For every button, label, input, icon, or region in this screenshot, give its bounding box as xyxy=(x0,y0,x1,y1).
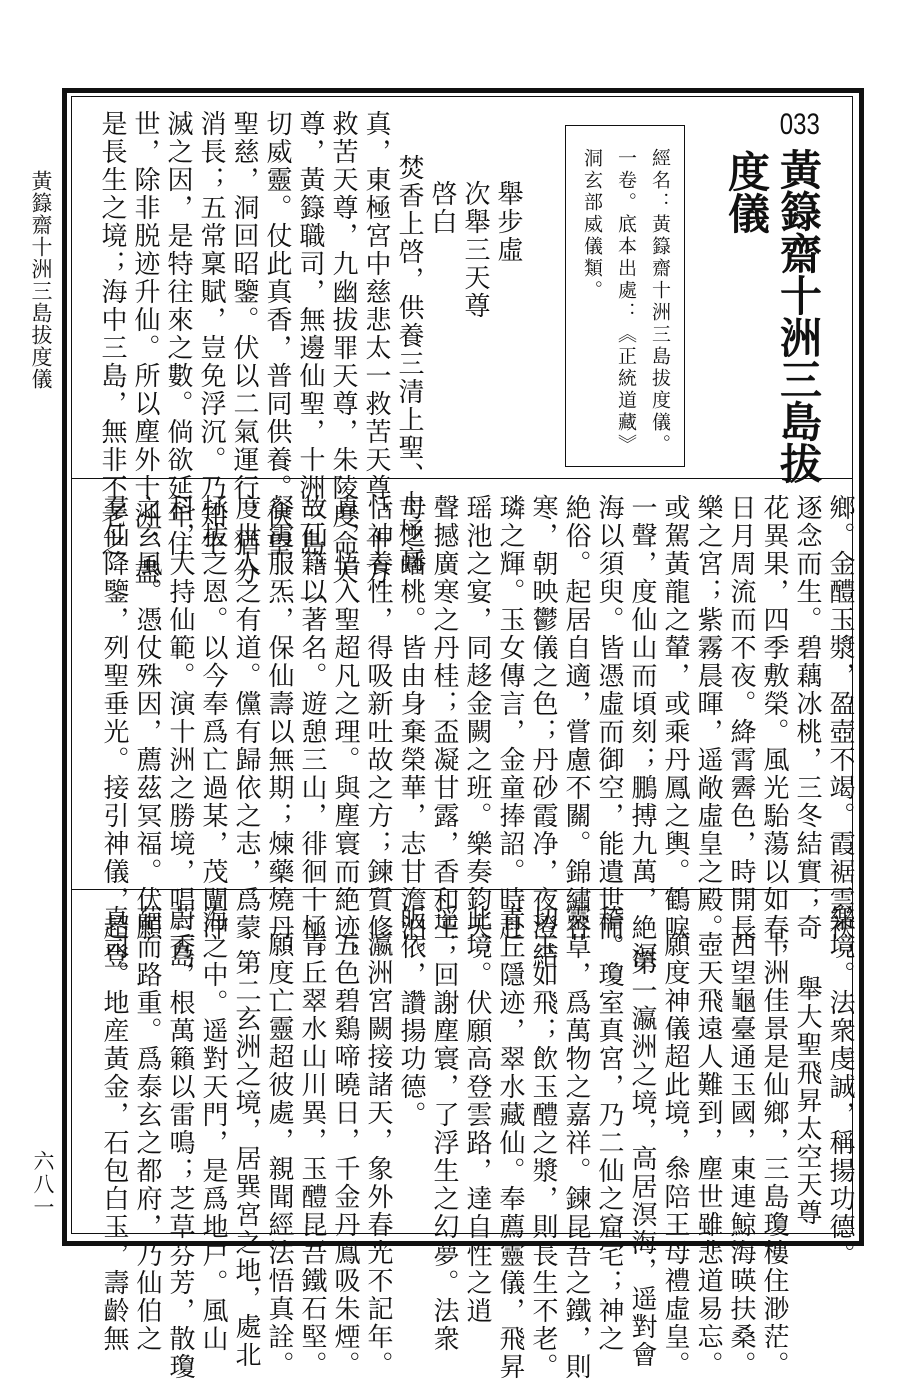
text-column: 蔚秀，根萬籟以雷鳴；芝草芬芳，散瓊 xyxy=(165,905,195,1381)
verse-line: 青丘翠水山川異，玉醴昆吾鐵石堅。 xyxy=(297,931,327,1379)
text-column: 花異果，四季敷榮。風光駘蕩以如春， xyxy=(759,494,789,970)
text-column: 救苦天尊，九幽拔罪天尊，朱陵度命天 xyxy=(328,110,358,586)
title-line-2: 度儀 xyxy=(722,150,771,234)
text-column: 寒，朝映鬱儀之色；丹砂霞净，夜澄結 xyxy=(528,494,558,970)
text-column: 海之中。遥對天門，是爲地户。風山 xyxy=(198,905,228,1353)
source-info-box xyxy=(565,125,685,467)
text-column: 葩而路重。爲泰玄之都府，乃仙伯之 xyxy=(132,905,162,1353)
text-column: 瑶池之宴，同趍金闕之班。樂奏鈞天， xyxy=(462,494,492,970)
text-column: 聖慈，洞回昭鑒。伏以二氣運行，猶分 xyxy=(229,110,259,586)
text-column: 切威靈。仗此真香，普同供養。伏望 xyxy=(262,110,292,558)
text-column: 尊，黃籙職司，無邊仙聖，十洲三島，一 xyxy=(295,110,325,614)
text-column: 海以須臾。皆憑虛而御空，能遺世而 xyxy=(594,494,624,942)
text-column: 逐念而生。碧藕冰桃，三冬結實；奇 xyxy=(792,494,822,942)
verse-line: 願度神儀超此境，叅陪王母禮虛皇。 xyxy=(660,931,690,1379)
info-line: 一卷。底本出處：《正統道藏》 xyxy=(615,148,637,456)
text-column: 絶俗。起居自適，嘗慮不關。錦繡谷 xyxy=(561,494,591,942)
title-line-1: 黃籙齋十洲三島拔 xyxy=(774,148,823,484)
info-line: 洞玄部威儀類。 xyxy=(581,148,603,302)
text-column: 恬神養性，得吸新吐故之方；鍊質修 xyxy=(363,494,393,942)
text-column: 焚香上啓，供養三清上聖、十極高 xyxy=(394,154,424,574)
text-column: 真，東極宮中慈悲太一救苦天尊，十方 xyxy=(361,110,391,586)
text-column: 第二玄洲之境，居巽宮之地，處北 xyxy=(231,949,261,1369)
middle-text-block xyxy=(97,494,856,970)
text-column: 第一瀛洲之境，高居溟海，遥對會 xyxy=(627,949,657,1369)
verse-line: 願度亡靈超彼處，親聞經法悟真詮。 xyxy=(264,931,294,1379)
text-column: 靈草，爲萬物之嘉祥。鍊昆吾之鐵，則 xyxy=(561,905,591,1381)
text-column: 世，除非脱迹升仙。所以塵外十洲，盡 xyxy=(130,110,160,586)
text-column: 日月周流而不夜。絳霄霽色，時開長 xyxy=(726,494,756,942)
bottom-text-block xyxy=(97,905,856,1381)
running-title: 黃籙齋十洲三島拔度儀 xyxy=(29,170,53,390)
info-line: 經名：黃籙齋十洲三島拔度儀。 xyxy=(649,148,671,456)
text-column: 度世人之有道。儻有歸依之志，爲蒙 xyxy=(231,494,261,942)
text-column: 拯拔之恩。以今奉爲亡過某，茂闡冲 xyxy=(198,494,228,942)
text-column: 遥；回謝塵寰，了浮生之幻夢。法衆 xyxy=(429,905,459,1353)
page-number: 六八一 xyxy=(31,1150,55,1219)
text-column: 青丘隱迹，翠水藏仙。奉薦靈儀，飛昇 xyxy=(495,905,525,1381)
text-column: 聲撼廣寒之丹桂；盃凝甘露，香和王 xyxy=(429,494,459,942)
text-column: 餐霞服炁，保仙壽以無期；煉藥燒丹， xyxy=(264,494,294,970)
text-column: 滅之因，是特往來之數。倘欲延年住 xyxy=(163,110,193,558)
verse-line: 十洲佳景是仙鄉，三島瓊樓住渺茫。 xyxy=(759,931,789,1379)
verse-line: 西望龜臺通玉國，東連鯨海暎扶桑。 xyxy=(726,931,756,1379)
text-column: 真司。地産黃金，石包白玉，壽齡無 xyxy=(99,905,129,1353)
text-column: 羣仙降鑒，列聖垂光。接引神儀，超登 xyxy=(99,494,129,970)
text-column: 或駕黃龍之輦，或乘丹鳳之輿。鶴唳 xyxy=(660,494,690,942)
text-column: 皈依，讚揚功德。 xyxy=(396,905,426,1129)
rubric-line: 舉大聖飛昇太空天尊 xyxy=(792,975,822,1227)
text-column: 母之蟠桃。皆由身棄榮華，志甘澹泊。 xyxy=(396,494,426,970)
verse-line: 壺天飛遠人難到，塵世雖悲道易忘。 xyxy=(693,931,723,1379)
text-column: 故仙籍以著名。遊憩三山，徘徊十極。 xyxy=(297,494,327,970)
text-column: 科，大持仙範。演十洲之勝境，唱三島 xyxy=(165,494,195,970)
text-column: 璘之輝。玉女傳言，金童捧詔。時赴 xyxy=(495,494,525,942)
rubric-line: 次舉三天尊 xyxy=(460,180,490,320)
text-column: 之玄風。憑仗殊因，薦茲冥福。伏願 xyxy=(132,494,162,942)
verse-line: 五色碧鷄啼曉日，千金丹鳳吸朱煙。 xyxy=(330,931,360,1379)
text-column: 一聲，度仙山而頃刻；鵬搏九萬，絶溟 xyxy=(627,494,657,970)
text-column: 樂之宮；紫霧晨暉，遥敞虛皇之殿。 xyxy=(693,494,723,942)
document-number: 033 xyxy=(779,108,820,141)
text-column: 是長生之境；海中三島，無非不老之 xyxy=(97,110,127,558)
text-column: 鄉。金醴玉漿，盈壺不竭。霞裾雲袂， xyxy=(825,494,855,970)
text-column: 消長；五常稟賦，豈免浮沉。乃知生 xyxy=(196,110,226,558)
rubric-line: 舉步虛 xyxy=(493,180,523,264)
verse-line: 瀛洲宮闕接諸天，象外春光不記年。 xyxy=(363,931,393,1379)
text-column: 真，悟入聖超凡之理。與塵寰而絶迹， xyxy=(330,494,360,970)
text-column: 稽。瓊室真宮，乃二仙之窟宅；神之 xyxy=(594,905,624,1353)
rubric-line: 啓白 xyxy=(427,180,457,236)
text-column: 切玉如飛；飲玉醴之漿，則長生不老。 xyxy=(528,905,558,1381)
text-column: 此境。伏願高登雲路，達自性之逍 xyxy=(462,905,492,1325)
text-column: 樂境。法衆虔誠，稱揚功德。 xyxy=(825,905,855,1269)
